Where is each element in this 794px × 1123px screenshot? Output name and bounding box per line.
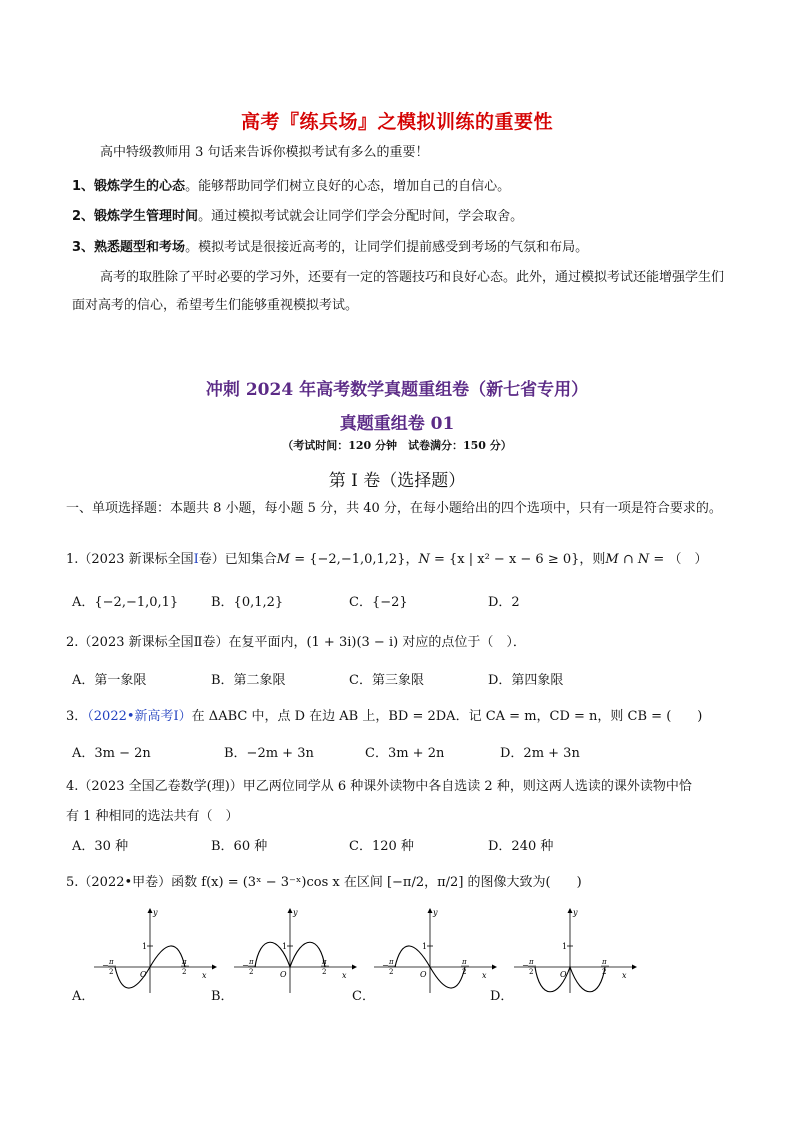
- q1-part-i: ∩: [618, 552, 638, 567]
- exam-note: （考试时间：120 分钟 试卷满分：150 分）: [282, 439, 512, 452]
- q1-part-a: 1.（2023 新课标全国: [66, 552, 194, 567]
- q3-option-b[interactable]: B．−2m + 3n: [224, 746, 314, 761]
- q3-option-a[interactable]: A．3m − 2n: [72, 746, 151, 761]
- intro-lead: 高中特级教师用 3 句话来告诉你模拟考试有多么的重要！: [100, 145, 429, 160]
- q4-option-d[interactable]: D．240 种: [488, 839, 554, 854]
- label-minus: −: [242, 961, 249, 970]
- q5-graph-d[interactable]: [510, 905, 640, 995]
- q5-option-c[interactable]: C．: [352, 989, 375, 1004]
- label-minus: −: [102, 961, 109, 970]
- q1-part-j: N: [637, 552, 650, 567]
- q1-part-d: M: [276, 552, 291, 567]
- point-2-text: 。通过模拟考试就会让同学们学会分配时间，学会取舍。: [198, 209, 524, 224]
- label-neg-two: 2: [529, 968, 534, 976]
- label-pos-two: 2: [322, 968, 327, 976]
- question-4-stem-line1: 4.（2023 全国乙卷数学(理)）甲乙两位同学从 6 种课外读物中各自选读 2 种，则这两人选读的课外读物中恰: [66, 779, 692, 794]
- q5-graph-b[interactable]: [230, 905, 360, 995]
- label-origin: O: [280, 970, 287, 979]
- label-one: 1: [422, 942, 428, 951]
- label-y: y: [153, 908, 158, 917]
- x-arrow-icon: [212, 965, 217, 970]
- point-2-num: 2、: [72, 209, 95, 224]
- q4-option-c[interactable]: C．120 种: [349, 839, 414, 854]
- point-1: [72, 178, 510, 196]
- x-arrow-icon: [352, 965, 357, 970]
- exam-title: 冲刺 2024 年高考数学真题重组卷（新七省专用）: [205, 380, 589, 400]
- point-1-text: 。能够帮助同学们树立良好的心态，增加自己的自信心。: [185, 179, 511, 194]
- label-neg-pi: π: [109, 958, 114, 966]
- label-one: 1: [142, 942, 148, 951]
- question-1-stem: [66, 551, 707, 569]
- q1-part-k: = （ ）: [649, 552, 708, 567]
- label-neg-pi: π: [389, 958, 394, 966]
- label-x: x: [342, 971, 347, 980]
- label-pos-pi: π: [602, 958, 607, 966]
- intro-conclusion: 高考的取胜除了平时必要的学习外，还要有一定的答题技巧和良好心态。此外，通过模拟考试还能增强学生们面对高考的信心，希望考生们能够重视模拟考试。: [72, 270, 725, 313]
- q3-option-c[interactable]: C．3m + 2n: [365, 746, 445, 761]
- label-origin: O: [140, 970, 147, 979]
- q1-option-b[interactable]: B．{0,1,2}: [211, 595, 284, 610]
- label-pos-two: 2: [462, 968, 467, 976]
- question-5-stem: 5.（2022•甲卷）函数 f(x) = (3ˣ − 3⁻ˣ)cos x 在区间 [−π/2，π/2] 的图像大致为( ): [66, 875, 582, 890]
- point-3: [72, 239, 588, 257]
- label-minus: −: [522, 961, 529, 970]
- q1-option-c[interactable]: C．{−2}: [349, 595, 408, 610]
- question-3-stem: [66, 708, 702, 726]
- point-2-bold: 锻炼学生管理时间: [94, 209, 199, 224]
- q5-graph-c[interactable]: [370, 905, 500, 995]
- q3-text: 在 ΔABC 中，点 D 在边 AB 上，BD = 2DA．记 CA = m，CD = n，则 CB = ( ): [191, 709, 703, 724]
- q5-option-b[interactable]: B．: [211, 989, 234, 1004]
- y-arrow-icon: [428, 908, 433, 913]
- question-2-stem: 2.（2023 新课标全国Ⅱ卷）在复平面内，(1 + 3i)(3 − i) 对应的点位于（ ）．: [66, 635, 526, 650]
- q1-option-d[interactable]: D．2: [488, 595, 520, 610]
- label-pos-pi: π: [462, 958, 467, 966]
- label-pos-two: 2: [182, 968, 187, 976]
- label-x: x: [202, 971, 207, 980]
- point-3-num: 3、: [72, 240, 95, 255]
- label-y: y: [433, 908, 438, 917]
- label-pos-pi: π: [322, 958, 327, 966]
- label-origin: O: [420, 970, 427, 979]
- q3-lead: 3．: [66, 709, 88, 724]
- label-neg-pi: π: [249, 958, 254, 966]
- q1-part-h: M: [605, 552, 619, 567]
- q1-part-g: = {x | x² − x − 6 ≥ 0}，则: [429, 552, 606, 567]
- q5-graph-a[interactable]: [90, 905, 220, 995]
- label-minus: −: [382, 961, 389, 970]
- y-arrow-icon: [288, 908, 293, 913]
- y-arrow-icon: [568, 908, 573, 913]
- part-heading: 第 I 卷（选择题）: [328, 471, 466, 491]
- q1-part-f: N: [418, 552, 430, 567]
- label-neg-two: 2: [389, 968, 394, 976]
- q2-option-a[interactable]: A．第一象限: [72, 673, 147, 688]
- point-3-bold: 熟悉题型和考场: [94, 240, 186, 255]
- q5-option-a[interactable]: A．: [72, 989, 95, 1004]
- label-y: y: [573, 908, 578, 917]
- q2-option-d[interactable]: D．第四象限: [488, 673, 564, 688]
- label-origin: O: [560, 970, 567, 979]
- point-1-num: 1、: [72, 179, 95, 194]
- label-y: y: [293, 908, 298, 917]
- label-neg-pi: π: [529, 958, 534, 966]
- q4-option-a[interactable]: A．30 种: [72, 839, 129, 854]
- q3-source: （2022•新高考Ⅰ）: [87, 709, 192, 724]
- q1-part-b: Ⅰ: [193, 552, 199, 567]
- point-2: [72, 208, 523, 226]
- q1-part-c: 卷）已知集合: [198, 552, 277, 567]
- label-neg-two: 2: [249, 968, 254, 976]
- q5-option-d[interactable]: D．: [490, 989, 514, 1004]
- label-one: 1: [562, 942, 568, 951]
- q4-option-b[interactable]: B．60 种: [211, 839, 268, 854]
- label-one: 1: [282, 942, 288, 951]
- label-x: x: [482, 971, 487, 980]
- label-pos-pi: π: [182, 958, 187, 966]
- x-arrow-icon: [632, 965, 637, 970]
- q1-option-a[interactable]: A．{−2,−1,0,1}: [72, 595, 179, 610]
- q2-option-c[interactable]: C．第三象限: [349, 673, 424, 688]
- question-4-stem-line2: 有 1 种相同的选法共有（ ）: [66, 809, 239, 824]
- point-1-bold: 锻炼学生的心态: [94, 179, 186, 194]
- label-x: x: [622, 971, 627, 980]
- q1-part-e: = {−2,−1,0,1,2}，: [290, 552, 419, 567]
- label-neg-two: 2: [109, 968, 114, 976]
- x-arrow-icon: [492, 965, 497, 970]
- q3-option-d[interactable]: D．2m + 3n: [500, 746, 580, 761]
- section-instructions: 一、单项选择题：本题共 8 小题，每小题 5 分，共 40 分，在每小题给出的四个选项中，只有一项是符合要求的。: [66, 501, 722, 516]
- page-title: 高考『练兵场』之模拟训练的重要性: [240, 111, 553, 133]
- q2-option-b[interactable]: B．第二象限: [211, 673, 286, 688]
- y-arrow-icon: [148, 908, 153, 913]
- label-pos-two: 2: [602, 968, 607, 976]
- exam-subtitle: 真题重组卷 01: [339, 414, 455, 434]
- point-3-text: 。模拟考试是很接近高考的，让同学们提前感受到考场的气氛和布局。: [185, 240, 589, 255]
